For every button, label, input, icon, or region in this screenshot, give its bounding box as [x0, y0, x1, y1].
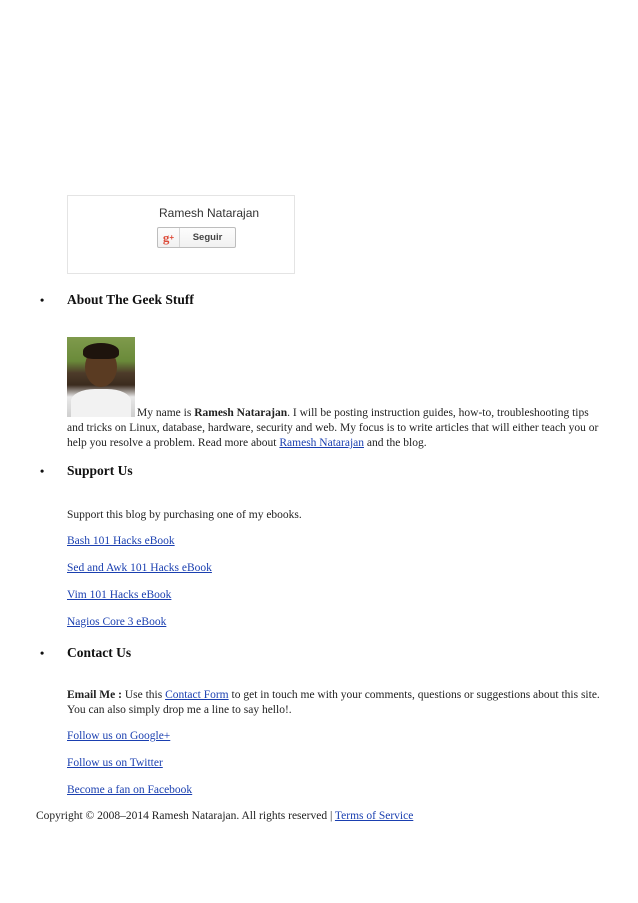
follow-google-link: Follow us on Google+: [67, 730, 171, 742]
author-avatar: [67, 337, 135, 417]
email-label: Email Me :: [67, 689, 122, 701]
bullet-icon: •: [40, 464, 45, 478]
gplus-badge: [67, 195, 295, 274]
author-link[interactable]: Ramesh Natarajan: [279, 437, 364, 449]
footer-copyright: Copyright © 2008–2014 Ramesh Natarajan. All rights reserved | Terms of Service: [36, 810, 414, 822]
contact-heading: • Contact Us: [40, 645, 132, 660]
ebook-link-nagios: Nagios Core 3 eBook: [67, 616, 167, 628]
ebook-link-sed-awk: Sed and Awk 101 Hacks eBook: [67, 562, 212, 574]
ebook-link-vim: Vim 101 Hacks eBook: [67, 589, 172, 601]
bullet-icon: •: [40, 293, 45, 307]
contact-form-link[interactable]: Contact Form: [165, 689, 229, 701]
about-heading: • About The Geek Stuff: [40, 292, 194, 307]
terms-of-service-link[interactable]: Terms of Service: [334, 810, 414, 822]
contact-text: Email Me : Use this Contact Form to get in touch me with your comments, questions or suggestions about this site. You can also simply drop me a line to say hello!.: [67, 689, 600, 716]
follow-twitter-link: Follow us on Twitter: [67, 757, 163, 769]
google-plus-icon: g +: [158, 228, 180, 247]
ebook-link-bash: Bash 101 Hacks eBook: [67, 535, 175, 547]
facebook-fan-link: Become a fan on Facebook: [67, 784, 193, 796]
bullet-icon: •: [40, 646, 45, 660]
gplus-follow-label: Seguir: [192, 232, 223, 243]
gplus-profile-name[interactable]: Ramesh Natarajan: [159, 206, 260, 220]
support-intro: Support this blog by purchasing one of my ebooks.: [67, 509, 302, 521]
about-text: My name is Ramesh Natarajan. I will be posting instruction guides, how-to, troubleshooting tips and tricks on Linux, database, hardware, security and web. My focus is to write articles that will either teach you or help you resolve a problem. Read more about Ramesh Natarajan and the blog.: [67, 407, 599, 449]
author-name: Ramesh Natarajan: [194, 407, 288, 419]
support-heading: • Support Us: [40, 463, 133, 478]
gplus-follow-button[interactable]: [157, 227, 236, 248]
